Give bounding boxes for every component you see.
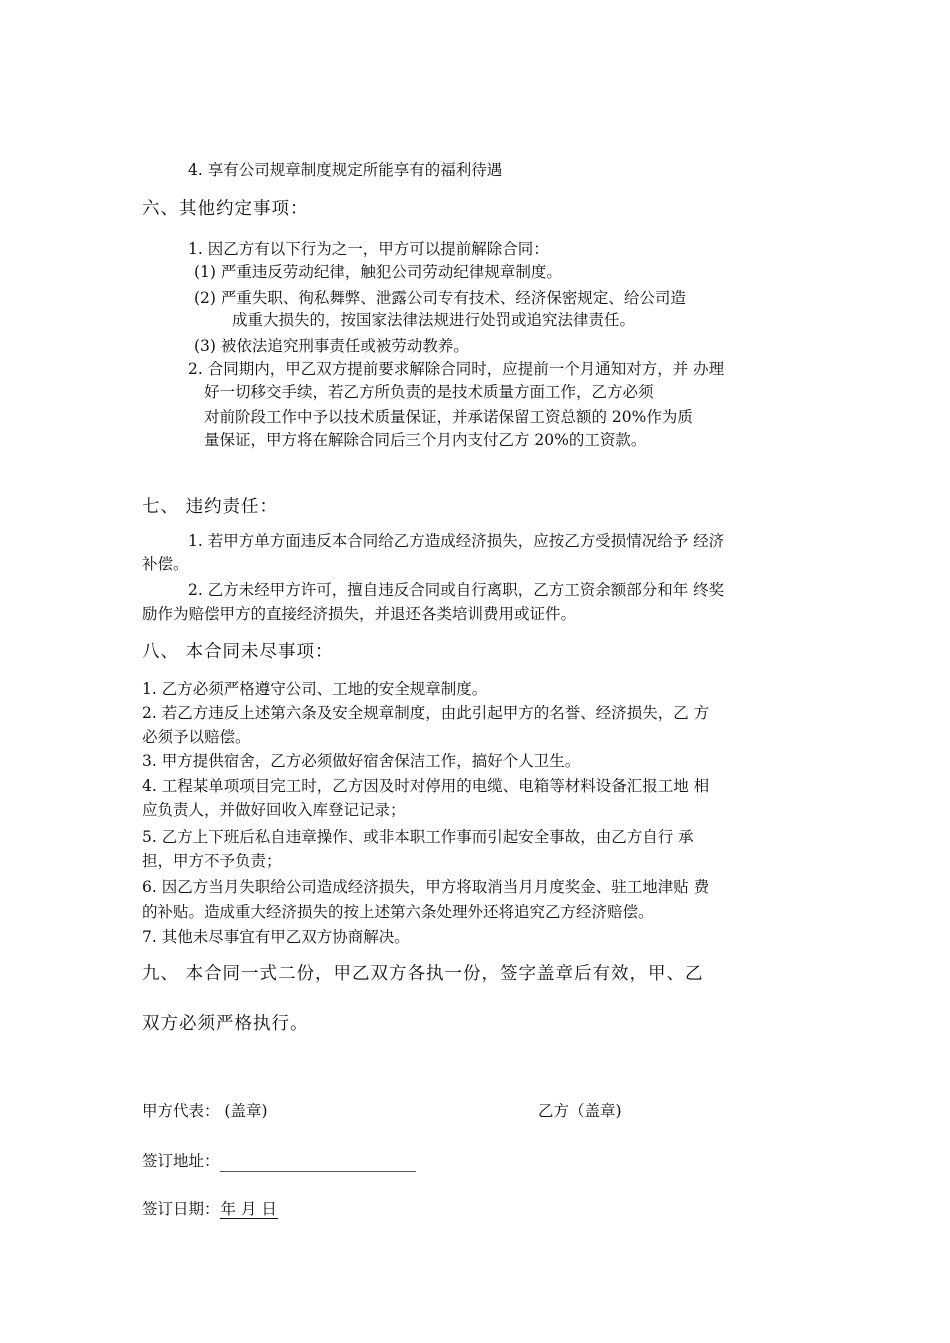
- s8-item-6b: 的补贴。造成重大经济损失的按上述第六条处理外还将追究乙方经济赔偿。: [142, 903, 654, 921]
- sign-party-a: 甲方代表： (盖章): [142, 1102, 268, 1120]
- s7-title: 七、 违约责任：: [142, 497, 279, 517]
- s8-title: 八、 本合同未尽事项：: [142, 642, 334, 662]
- s6-sub-2a: (2) 严重失职、徇私舞弊、泄露公司专有技术、经济保密规定、给公司造: [194, 289, 686, 307]
- s8-item-2b: 必须予以赔偿。: [142, 728, 251, 746]
- s8-item-6a: 6. 因乙方当月失职给公司造成经济损失，甲方将取消当月月度奖金、驻工地津贴 费: [142, 878, 710, 896]
- s5-item-4: 4. 享有公司规章制度规定所能享有的福利待遇: [188, 161, 503, 179]
- s8-item-5b: 担，甲方不予负责；: [142, 852, 282, 870]
- s7-item-1b: 补偿。: [142, 555, 189, 573]
- s9-line-2: 双方必须严格执行。: [142, 1014, 309, 1034]
- s9-line-1: 九、 本合同一式二份，甲乙双方各执一份，签字盖章后有效，甲、乙: [142, 964, 704, 984]
- s6-sub-1: (1) 严重违反劳动纪律，触犯公司劳动纪律规章制度。: [194, 263, 562, 281]
- s8-item-7: 7. 其他未尽事宜有甲乙双方协商解决。: [142, 928, 410, 946]
- s8-item-2a: 2. 若乙方违反上述第六条及安全规章制度，由此引起甲方的名誉、经济损失，乙 方: [142, 704, 710, 722]
- s6-sub-2b: 成重大损失的，按国家法律法规进行处罚或追究法律责任。: [232, 311, 636, 329]
- s8-item-4a: 4. 工程某单项项目完工时，乙方因及时对停用的电缆、电箱等材料设备汇报工地 相: [142, 777, 710, 795]
- s8-item-3: 3. 甲方提供宿舍，乙方必须做好宿舍保洁工作，搞好个人卫生。: [142, 752, 581, 770]
- s6-item-2a: 2. 合同期内，甲乙双方提前要求解除合同时，应提前一个月通知对方，并 办理: [188, 360, 725, 378]
- s6-item-2b: 好一切移交手续，若乙方所负责的是技术质量方面工作，乙方必须: [204, 383, 654, 401]
- sign-date-value[interactable]: 年 月 日: [220, 1200, 277, 1218]
- sign-date-row: [142, 1198, 278, 1220]
- s8-item-5a: 5. 乙方上下班后私自违章操作、或非本职工作事而引起安全事故，由乙方自行 承: [142, 828, 694, 846]
- sign-address-row: [142, 1150, 416, 1172]
- s7-item-2a: 2. 乙方未经甲方许可，擅自违反合同或自行离职，乙方工资余额部分和年 终奖: [188, 581, 725, 599]
- s6-item-2d: 量保证，甲方将在解除合同后三个月内支付乙方 20%的工资款。: [204, 431, 647, 449]
- s6-item-1: 1. 因乙方有以下行为之一，甲方可以提前解除合同：: [188, 240, 549, 258]
- sign-party-b: 乙方（盖章): [538, 1102, 622, 1120]
- s7-item-2b: 励作为赔偿甲方的直接经济损失，并退还各类培训费用或证件。: [142, 605, 577, 623]
- s8-item-1: 1. 乙方必须严格遵守公司、工地的安全规章制度。: [142, 680, 488, 698]
- sign-address-label: 签订地址：: [142, 1152, 220, 1170]
- s8-item-4b: 应负责人，并做好回收入库登记记录；: [142, 801, 406, 819]
- sign-date-label: 签订日期：: [142, 1200, 220, 1218]
- s6-title: 六、其他约定事项：: [142, 199, 309, 219]
- sign-address-blank[interactable]: [220, 1155, 416, 1172]
- s7-item-1a: 1. 若甲方单方面违反本合同给乙方造成经济损失，应按乙方受损情况给予 经济: [188, 532, 725, 550]
- s6-sub-3: (3) 被依法追究刑事责任或被劳动教养。: [194, 337, 469, 355]
- s6-item-2c: 对前阶段工作中予以技术质量保证，并承诺保留工资总额的 20%作为质: [204, 408, 693, 426]
